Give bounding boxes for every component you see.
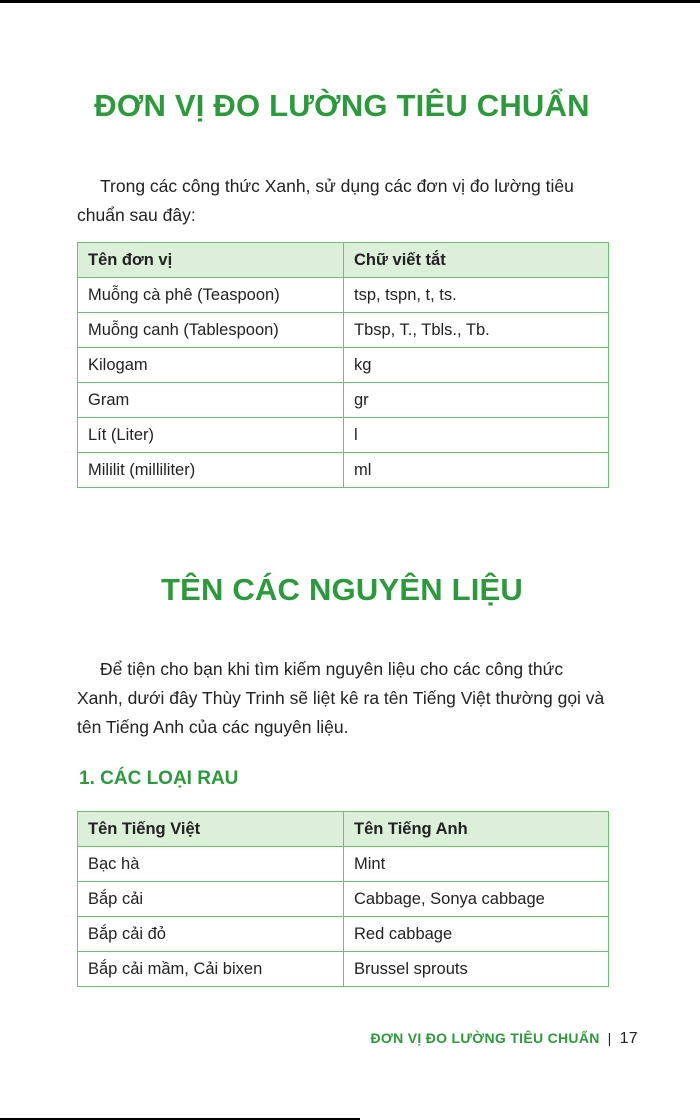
section-title-ingredients: TÊN CÁC NGUYÊN LIỆU xyxy=(160,572,524,607)
table-cell: Bắp cải mầm, Cải bixen xyxy=(78,952,344,987)
page-footer xyxy=(370,1030,638,1048)
table-cell: Bạc hà xyxy=(78,847,344,882)
table-row xyxy=(78,348,609,383)
table-cell: l xyxy=(344,418,609,453)
table-header-row xyxy=(78,243,609,278)
table-cell: Gram xyxy=(78,383,344,418)
ingredients-intro-paragraph: Để tiện cho bạn khi tìm kiếm nguyên liệu cho các công thức Xanh, dưới đây Thùy Trinh sẽ liệt kê ra tên Tiếng Việt thường gọi và tên Tiếng Anh của các nguyên liệu. xyxy=(77,659,605,737)
table-cell: Mint xyxy=(344,847,609,882)
running-title: ĐƠN VỊ ĐO LƯỜNG TIÊU CHUẨN xyxy=(370,1030,600,1046)
table-row xyxy=(78,917,609,952)
top-edge-line xyxy=(0,0,700,3)
table-row xyxy=(78,278,609,313)
subheading-vegetables: 1. CÁC LOẠI RAU xyxy=(79,768,239,789)
table-cell: Tbsp, T., Tbls., Tb. xyxy=(344,313,609,348)
vegetables-table xyxy=(77,811,609,987)
table-cell: ml xyxy=(344,453,609,488)
table-cell: Lít (Liter) xyxy=(78,418,344,453)
table-cell: Red cabbage xyxy=(344,917,609,952)
table-row xyxy=(78,882,609,917)
table-cell: Muỗng canh (Tablespoon) xyxy=(78,313,344,348)
table-cell: Kilogam xyxy=(78,348,344,383)
table-cell: kg xyxy=(344,348,609,383)
footer-separator: | xyxy=(607,1030,612,1046)
units-table xyxy=(77,242,609,488)
table-header-cell: Chữ viết tắt xyxy=(344,243,609,278)
table-row xyxy=(78,418,609,453)
table-row xyxy=(78,383,609,418)
table-row xyxy=(78,313,609,348)
table-cell: Bắp cải đỏ xyxy=(78,917,344,952)
table-cell: Muỗng cà phê (Teaspoon) xyxy=(78,278,344,313)
table-row xyxy=(78,952,609,987)
table-header-cell: Tên Tiếng Việt xyxy=(78,812,344,847)
table-row xyxy=(78,847,609,882)
table-cell: Cabbage, Sonya cabbage xyxy=(344,882,609,917)
table-header-row xyxy=(78,812,609,847)
section-title-units: ĐƠN VỊ ĐO LƯỜNG TIÊU CHUẨN xyxy=(94,88,590,123)
units-intro-paragraph: Trong các công thức Xanh, sử dụng các đơn vị đo lường tiêu chuẩn sau đây: xyxy=(77,176,574,225)
table-cell: gr xyxy=(344,383,609,418)
table-cell: Mililit (milliliter) xyxy=(78,453,344,488)
table-header-cell: Tên đơn vị xyxy=(78,243,344,278)
table-cell: Bắp cải xyxy=(78,882,344,917)
table-row xyxy=(78,453,609,488)
table-cell: Brussel sprouts xyxy=(344,952,609,987)
table-cell: tsp, tspn, t, ts. xyxy=(344,278,609,313)
table-header-cell: Tên Tiếng Anh xyxy=(344,812,609,847)
page-number: 17 xyxy=(619,1030,638,1047)
